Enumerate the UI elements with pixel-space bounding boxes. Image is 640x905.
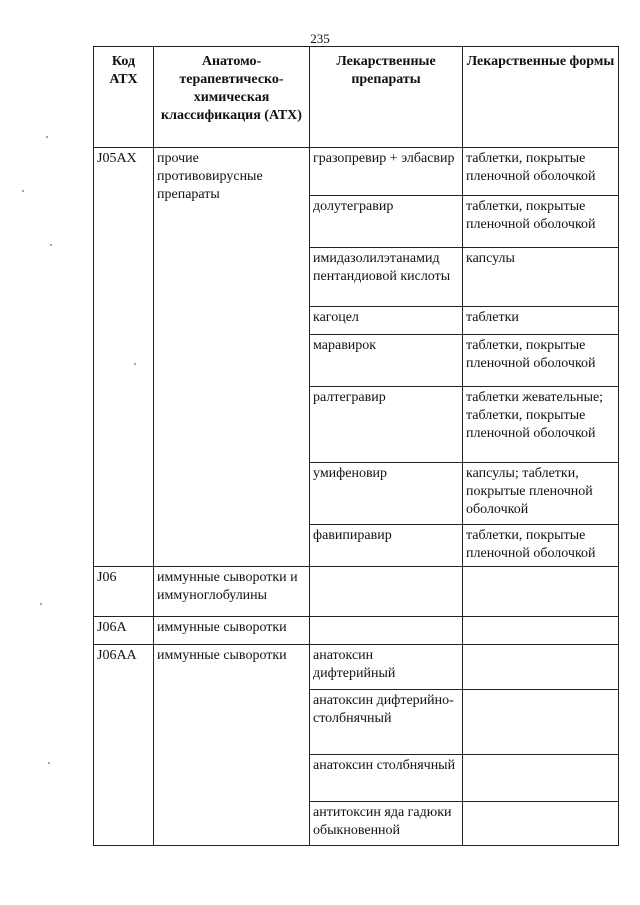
dosage-form-cell: таблетки жевательные; таблетки, покрытые пленочной оболочкой xyxy=(463,387,619,463)
classification-cell: прочие противовирусные препараты xyxy=(154,148,310,567)
dosage-form-cell xyxy=(463,802,619,846)
header-atc-code: Код АТХ xyxy=(94,47,154,148)
drug-name-cell: анатоксин столбнячный xyxy=(310,755,463,802)
dosage-form-cell: таблетки xyxy=(463,307,619,335)
table-header-row xyxy=(94,47,619,148)
drug-name-cell: гразопревир + элбасвир xyxy=(310,148,463,196)
drug-name-cell: долутегравир xyxy=(310,196,463,248)
atc-code-cell: J06AA xyxy=(94,645,154,846)
scan-speck xyxy=(46,136,48,138)
scan-speck xyxy=(40,603,42,605)
dosage-form-cell: капсулы xyxy=(463,248,619,307)
classification-cell: иммунные сыворотки xyxy=(154,617,310,645)
dosage-form-cell: таблетки, покрытые пленочной оболочкой xyxy=(463,196,619,248)
drug-name-cell: ралтегравир xyxy=(310,387,463,463)
header-drugs: Лекарственные препараты xyxy=(310,47,463,148)
drug-name-cell: имидазолилэтанамид пентандиовой кислоты xyxy=(310,248,463,307)
classification-cell: иммунные сыворотки xyxy=(154,645,310,846)
dosage-form-cell: таблетки, покрытые пленочной оболочкой xyxy=(463,335,619,387)
drug-name-cell: анатоксин дифтерийно-столбнячный xyxy=(310,690,463,755)
drug-classification-table xyxy=(93,46,619,846)
dosage-form-cell xyxy=(463,567,619,617)
scan-speck xyxy=(48,762,50,764)
dosage-form-cell xyxy=(463,645,619,690)
drug-name-cell: маравирок xyxy=(310,335,463,387)
header-classification: Анатомо-терапевтическо-химическая классификация (АТХ) xyxy=(154,47,310,148)
dosage-form-cell: таблетки, покрытые пленочной оболочкой xyxy=(463,525,619,567)
drug-name-cell xyxy=(310,617,463,645)
drug-name-cell: анатоксин дифтерийный xyxy=(310,645,463,690)
scan-speck xyxy=(134,363,136,365)
dosage-form-cell: капсулы; таблетки, покрытые пленочной оболочкой xyxy=(463,463,619,525)
classification-cell: иммунные сыворотки и иммуноглобулины xyxy=(154,567,310,617)
drug-name-cell: умифеновир xyxy=(310,463,463,525)
table-row xyxy=(94,148,619,196)
table-row xyxy=(94,567,619,617)
drug-name-cell xyxy=(310,567,463,617)
dosage-form-cell: таблетки, покрытые пленочной оболочкой xyxy=(463,148,619,196)
header-dosage-forms: Лекарственные формы xyxy=(463,47,619,148)
table-row xyxy=(94,645,619,690)
drug-name-cell: антитоксин яда гадюки обыкновенной xyxy=(310,802,463,846)
table-row xyxy=(94,617,619,645)
page-number: 235 xyxy=(310,31,330,46)
table-body xyxy=(94,148,619,846)
atc-code-cell: J06 xyxy=(94,567,154,617)
dosage-form-cell xyxy=(463,690,619,755)
dosage-form-cell xyxy=(463,617,619,645)
drug-name-cell: фавипиравир xyxy=(310,525,463,567)
drug-name-cell: кагоцел xyxy=(310,307,463,335)
atc-code-cell: J05AX xyxy=(94,148,154,567)
dosage-form-cell xyxy=(463,755,619,802)
scan-speck xyxy=(22,190,24,192)
atc-code-cell: J06A xyxy=(94,617,154,645)
scan-speck xyxy=(50,244,52,246)
